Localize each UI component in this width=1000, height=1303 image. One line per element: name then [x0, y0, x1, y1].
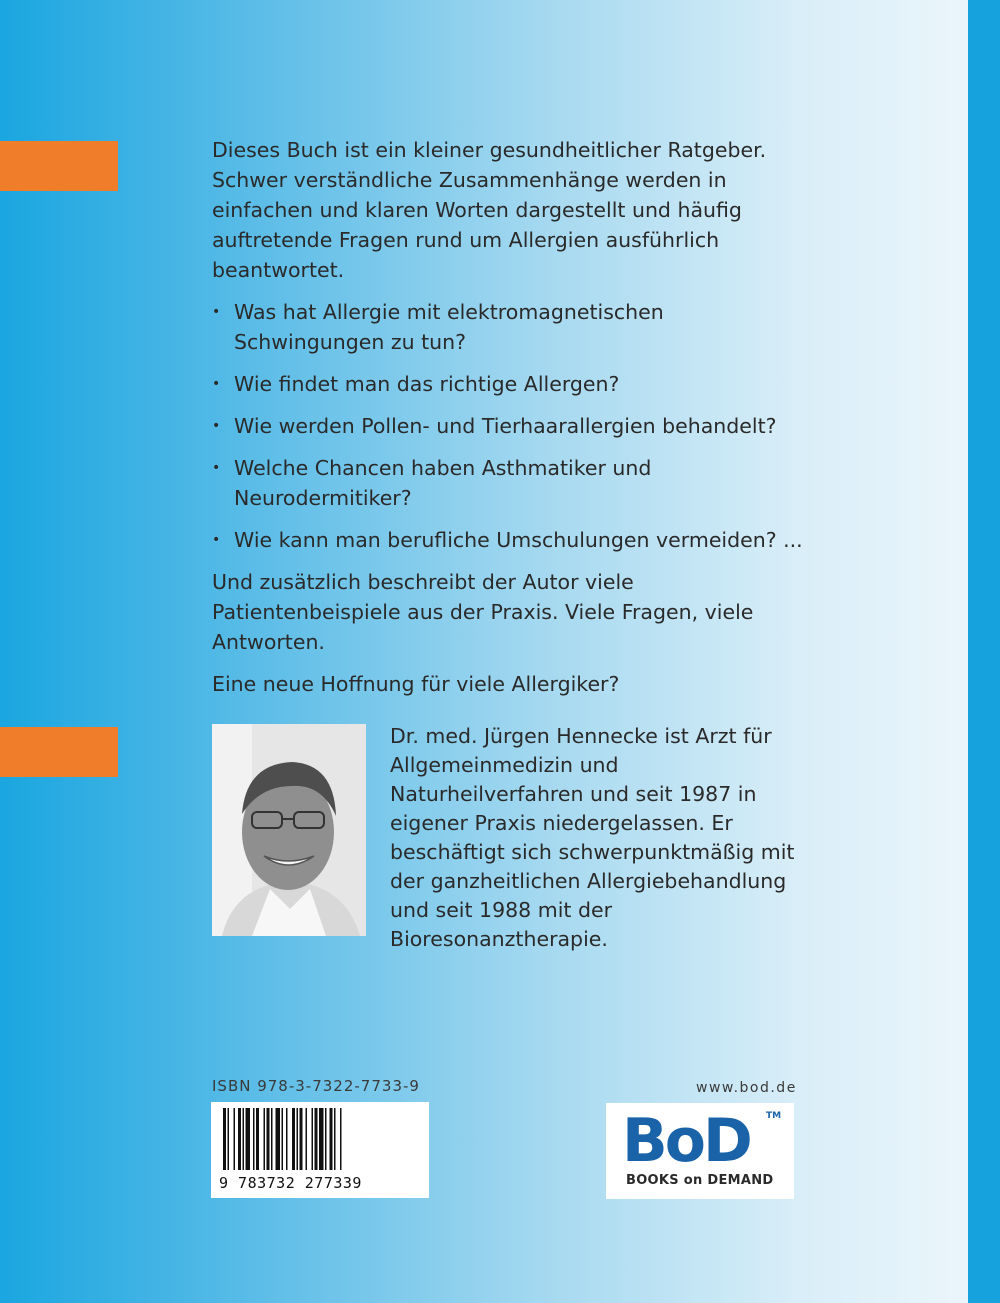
- patient-examples-paragraph: Und zusätzlich beschreibt der Autor viele Patientenbeispiele aus der Praxis. Viele Fragen, viele Antworten.: [212, 570, 754, 654]
- bullet-icon: •: [212, 376, 221, 392]
- author-portrait-illustration: [212, 724, 366, 936]
- author-photo: [212, 724, 366, 936]
- question-item: • Wie werden Pollen- und Tierhaarallergien behandelt?: [212, 411, 812, 441]
- question-item: • Wie findet man das richtige Allergen?: [212, 369, 812, 399]
- question-item: • Welche Chancen haben Asthmatiker und Neurodermitiker?: [212, 453, 812, 513]
- question-item: • Was hat Allergie mit elektromagnetischen Schwingungen zu tun?: [212, 297, 812, 357]
- isbn-barcode: [211, 1102, 429, 1198]
- isbn-label: ISBN 978-3-7322-7733-9: [212, 1077, 420, 1095]
- bullet-icon: •: [212, 460, 221, 476]
- intro-paragraph: Dieses Buch ist ein kleiner gesundheitlicher Ratgeber. Schwer verständliche Zusammenhänge werden in einfachen und klaren Worten dargestellt und häufig auftretende Fragen rund um Allergien ausführlich beantwortet.: [212, 138, 767, 282]
- publisher-tagline: BOOKS on DEMAND: [626, 1173, 774, 1188]
- bullet-icon: •: [212, 532, 221, 548]
- bullet-icon: •: [212, 418, 221, 434]
- closing-question: Eine neue Hoffnung für viele Allergiker?: [212, 672, 620, 696]
- question-list: [212, 297, 812, 555]
- barcode-digits: 9 783732 277339: [219, 1174, 362, 1192]
- question-item: • Wie kann man berufliche Umschulungen vermeiden? ...: [212, 525, 812, 555]
- trademark-mark: TM: [766, 1111, 782, 1121]
- orange-accent-tab-top: [0, 141, 118, 191]
- publisher-logo-box: [606, 1103, 794, 1199]
- bod-logo: BoD: [622, 1106, 750, 1176]
- orange-accent-tab-middle: [0, 727, 118, 777]
- barcode-bars-icon: [219, 1108, 421, 1170]
- book-blurb: [212, 135, 812, 711]
- publisher-url: www.bod.de: [696, 1080, 797, 1096]
- right-edge-stripe: [968, 0, 1000, 1303]
- bullet-icon: •: [212, 304, 221, 320]
- author-bio: Dr. med. Jürgen Hennecke ist Arzt für Allgemeinmedizin und Naturheilverfahren und seit 1987 in eigener Praxis niedergelassen. Er beschäftigt sich schwerpunktmäßig mit der ganzheitlichen Allergiebehandlung und seit 1988 mit der Bioresonanztherapie.: [390, 724, 795, 951]
